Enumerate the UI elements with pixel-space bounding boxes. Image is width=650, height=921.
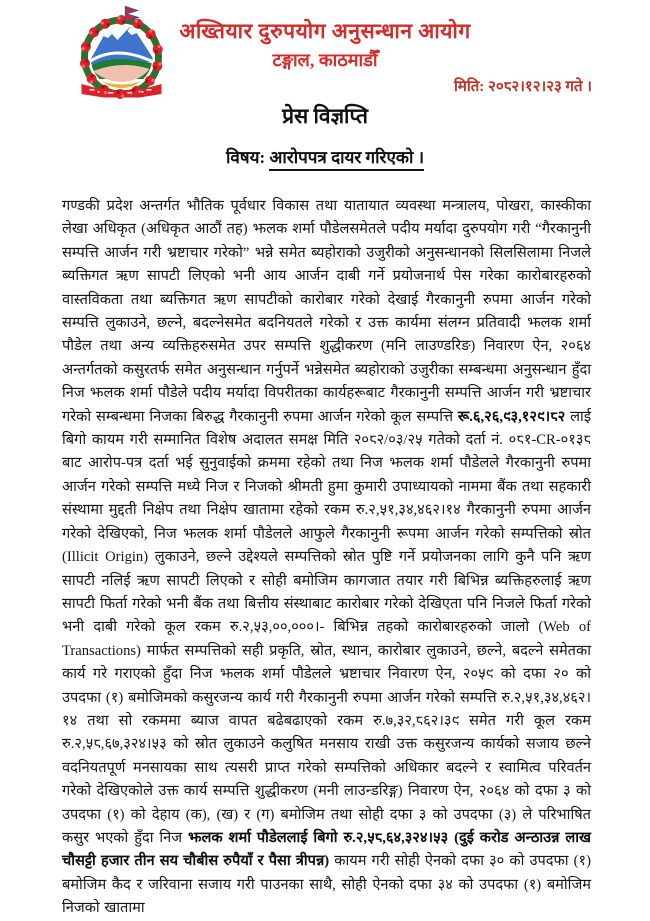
nepal-flag-icon (126, 6, 139, 21)
body-paragraph (62, 195, 591, 921)
press-release-title: प्रेस विज्ञप्ति (282, 104, 368, 128)
organization-address: टङ्गाल, काठमाडौँ (272, 50, 378, 70)
nepal-emblem-logo (58, 5, 186, 105)
total-illegal-property-amount: रू.६,२६,९३,१२९।८२ (457, 408, 566, 425)
body-segment-3: कायम गरी सोही ऐनको दफा ३० को उपदफा (१) बमोजिम कैद र जरिवाना सजाय गरी पाउनका साथै, सोही ऐनको दफा ३४ को उपदफा (१) बमोजिम निजको खातामा (62, 853, 591, 917)
subject-line (0, 146, 650, 170)
subject-text: आरोपपत्र दायर गरिएको । (269, 148, 424, 171)
date-line: मिति: २०८२।१२।२३ गते । (454, 79, 592, 95)
body-segment-2: लाई बिगो कायम गरी सम्मानित विशेष अदालत समक्ष मिति २०८२/०३/२५ गतेको दर्ता नं. ०८१-CR-०१३८ बाट आरोप-पत्र दर्ता भई सुनुवाईको क्रममा रहेको तथा निज झलक शर्मा पौडेलले गैरकानुनी रुपमा आर्जन गरेको सम्पत्ति मध्ये निज र निजको श्रीमती हुमा कुमारी उपाध्यायको नाममा बैंक तथा सहकारी संस्थामा मुद्दती निक्षेप तथा निक्षेप खातामा रहेको रकम रु.२,५१,३४,४६२।१४ गैरकानुनी रुपमा आर्जन गरेको देखिएको, निज झलक शर्मा पौडेलले आफुले गैरकानुनी रूपमा आर्जन गरेको सम्पत्तिको स्रोत (Illicit Origin) लुकाउने, छल्ने उद्देश्यले सम्पत्तिको स्रोत पुष्टि गर्ने प्रयोजनका लागि कुनै पनि ऋण सापटी नलिई ऋण सापटी लिएको र सोही बमोजिम कागजात तयार गरी बिभिन्न ब्यक्तिहरुलाई ऋण सापटी फिर्ता गरेको भनी बैंक तथा बित्तीय संस्थाबाट कारोबार गरेको देखिएता पनि निजले फिर्ता गरेको भनी दाबी गरेको कूल रकम रु.२,५३,००,०००।- बिभिन्न तहको कारोबारहरुको जालो (Web of Transactions) मार्फत सम्पत्तिको सही प्रकृति, स्रोत, स्थान, कारोबार लुकाउने, छल्ने, बदल्ने समेतका कार्य गरे गराएको हुँदा निज झलक शर्मा पौडेलले भ्रष्टाचार निवारण ऐन, २०५९ को दफा २० को उपदफा (१) बमोजिमको कसुरजन्य कार्य गरी गैरकानुनी रुपमा आर्जन गरेको सम्पत्ति रु.२,५१,३४,४६२।१४ तथा सो रकममा ब्याज वापत बढेबढाएको रकम रु.७,३२,८६२।३९ समेत गरी कूल रकम रु.२,५८,६७,३२४।५३ को स्रोत लुकाउने कलुषित मनसाय राखी उक्त कसुरजन्य कार्यको सजाय छल्ने वदनियतपूर्ण मनसायका साथ त्यसरी प्राप्त गरेको सम्पत्तिको अधिकार बदल्ने र स्वामित्व परिवर्तन गरेको देखिएकोले उक्त कार्य सम्पत्ति शुद्धीकरण (मनी लाउन्डरिङ्ग) निवारण ऐन, २०६४ को दफा ३ को उपदफा (१) को देहाय (क), (ख) र (ग) बमोजिम तथा सोही दफा ३ को उपदफा (३) ले परिभाषित कसुर भएको हुँदा निज (62, 408, 591, 846)
defendant-bigo-amount: झलक शर्मा पौडेललाई बिगो रु.२,५८,६४,३२४।५३ (दुई करोड अन्ठाउन्न लाख चौसट्टी हजार तीन सय चौबीस रुपैयाँ र पैसा त्रीपन्न) (62, 829, 591, 870)
nepal-coat-of-arms-icon (58, 5, 186, 105)
organization-name: अख्तियार दुरुपयोग अनुसन्धान आयोग (179, 19, 471, 43)
subject-label: विषय: (225, 148, 270, 167)
document-header (0, 0, 650, 97)
body-segment-1: गण्डकी प्रदेश अन्तर्गत भौतिक पूर्वधार विकास तथा यातायात व्यवस्था मन्त्रालय, पोखरा, कास्कीका लेखा अधिकृत (अधिकृत आठौं तह) झलक शर्मा पौडेलसमेतले पदीय मर्यादा दुरुपयोग गरी “गैरकानुनी सम्पत्ति आर्जन गरी भ्रष्टाचार गरेको” भन्ने समेत ब्यहोराको उजुरीको अनुसन्धानको सिलसिलामा निजले ब्यक्तिगत ऋण सापटी लिएको भनी आय आर्जन दाबी गर्ने प्रयोजनार्थ पेस गरेका कारोबारहरुको वास्तविकता तथा ब्यक्तिगत ऋण सापटीको कारोबार गरेको देखाई गैरकानुनी रुपमा आर्जन गरेको सम्पत्ति लुकाउने, छल्ने, बदल्नेसमेत बदनियतले गरेको र उक्त कार्यमा संलग्न प्रतिवादी झलक शर्मा पौडेल तथा अन्य व्यक्तिहरुसमेत उपर सम्पत्ति शुद्धीकरण (मनि लाउण्डरिङ) निवारण ऐन, २०६४ अन्तर्गतको कसुरतर्फ समेत अनुसन्धान गर्नुपर्ने भन्नेसमेत ब्यहोराको उजुरीका सम्बन्धमा अनुसन्धान हुँदा निज झलक शर्मा पौडेले पदीय मर्यादा विपरीतका कार्यहरूबाट गैरकानुनी सम्पत्ति आर्जन गरी भ्रष्टाचार गरेको सम्बन्धमा निजका बिरुद्ध गैरकानुनी रुपमा आर्जन गरेको कूल सम्पत्ति (62, 198, 591, 425)
